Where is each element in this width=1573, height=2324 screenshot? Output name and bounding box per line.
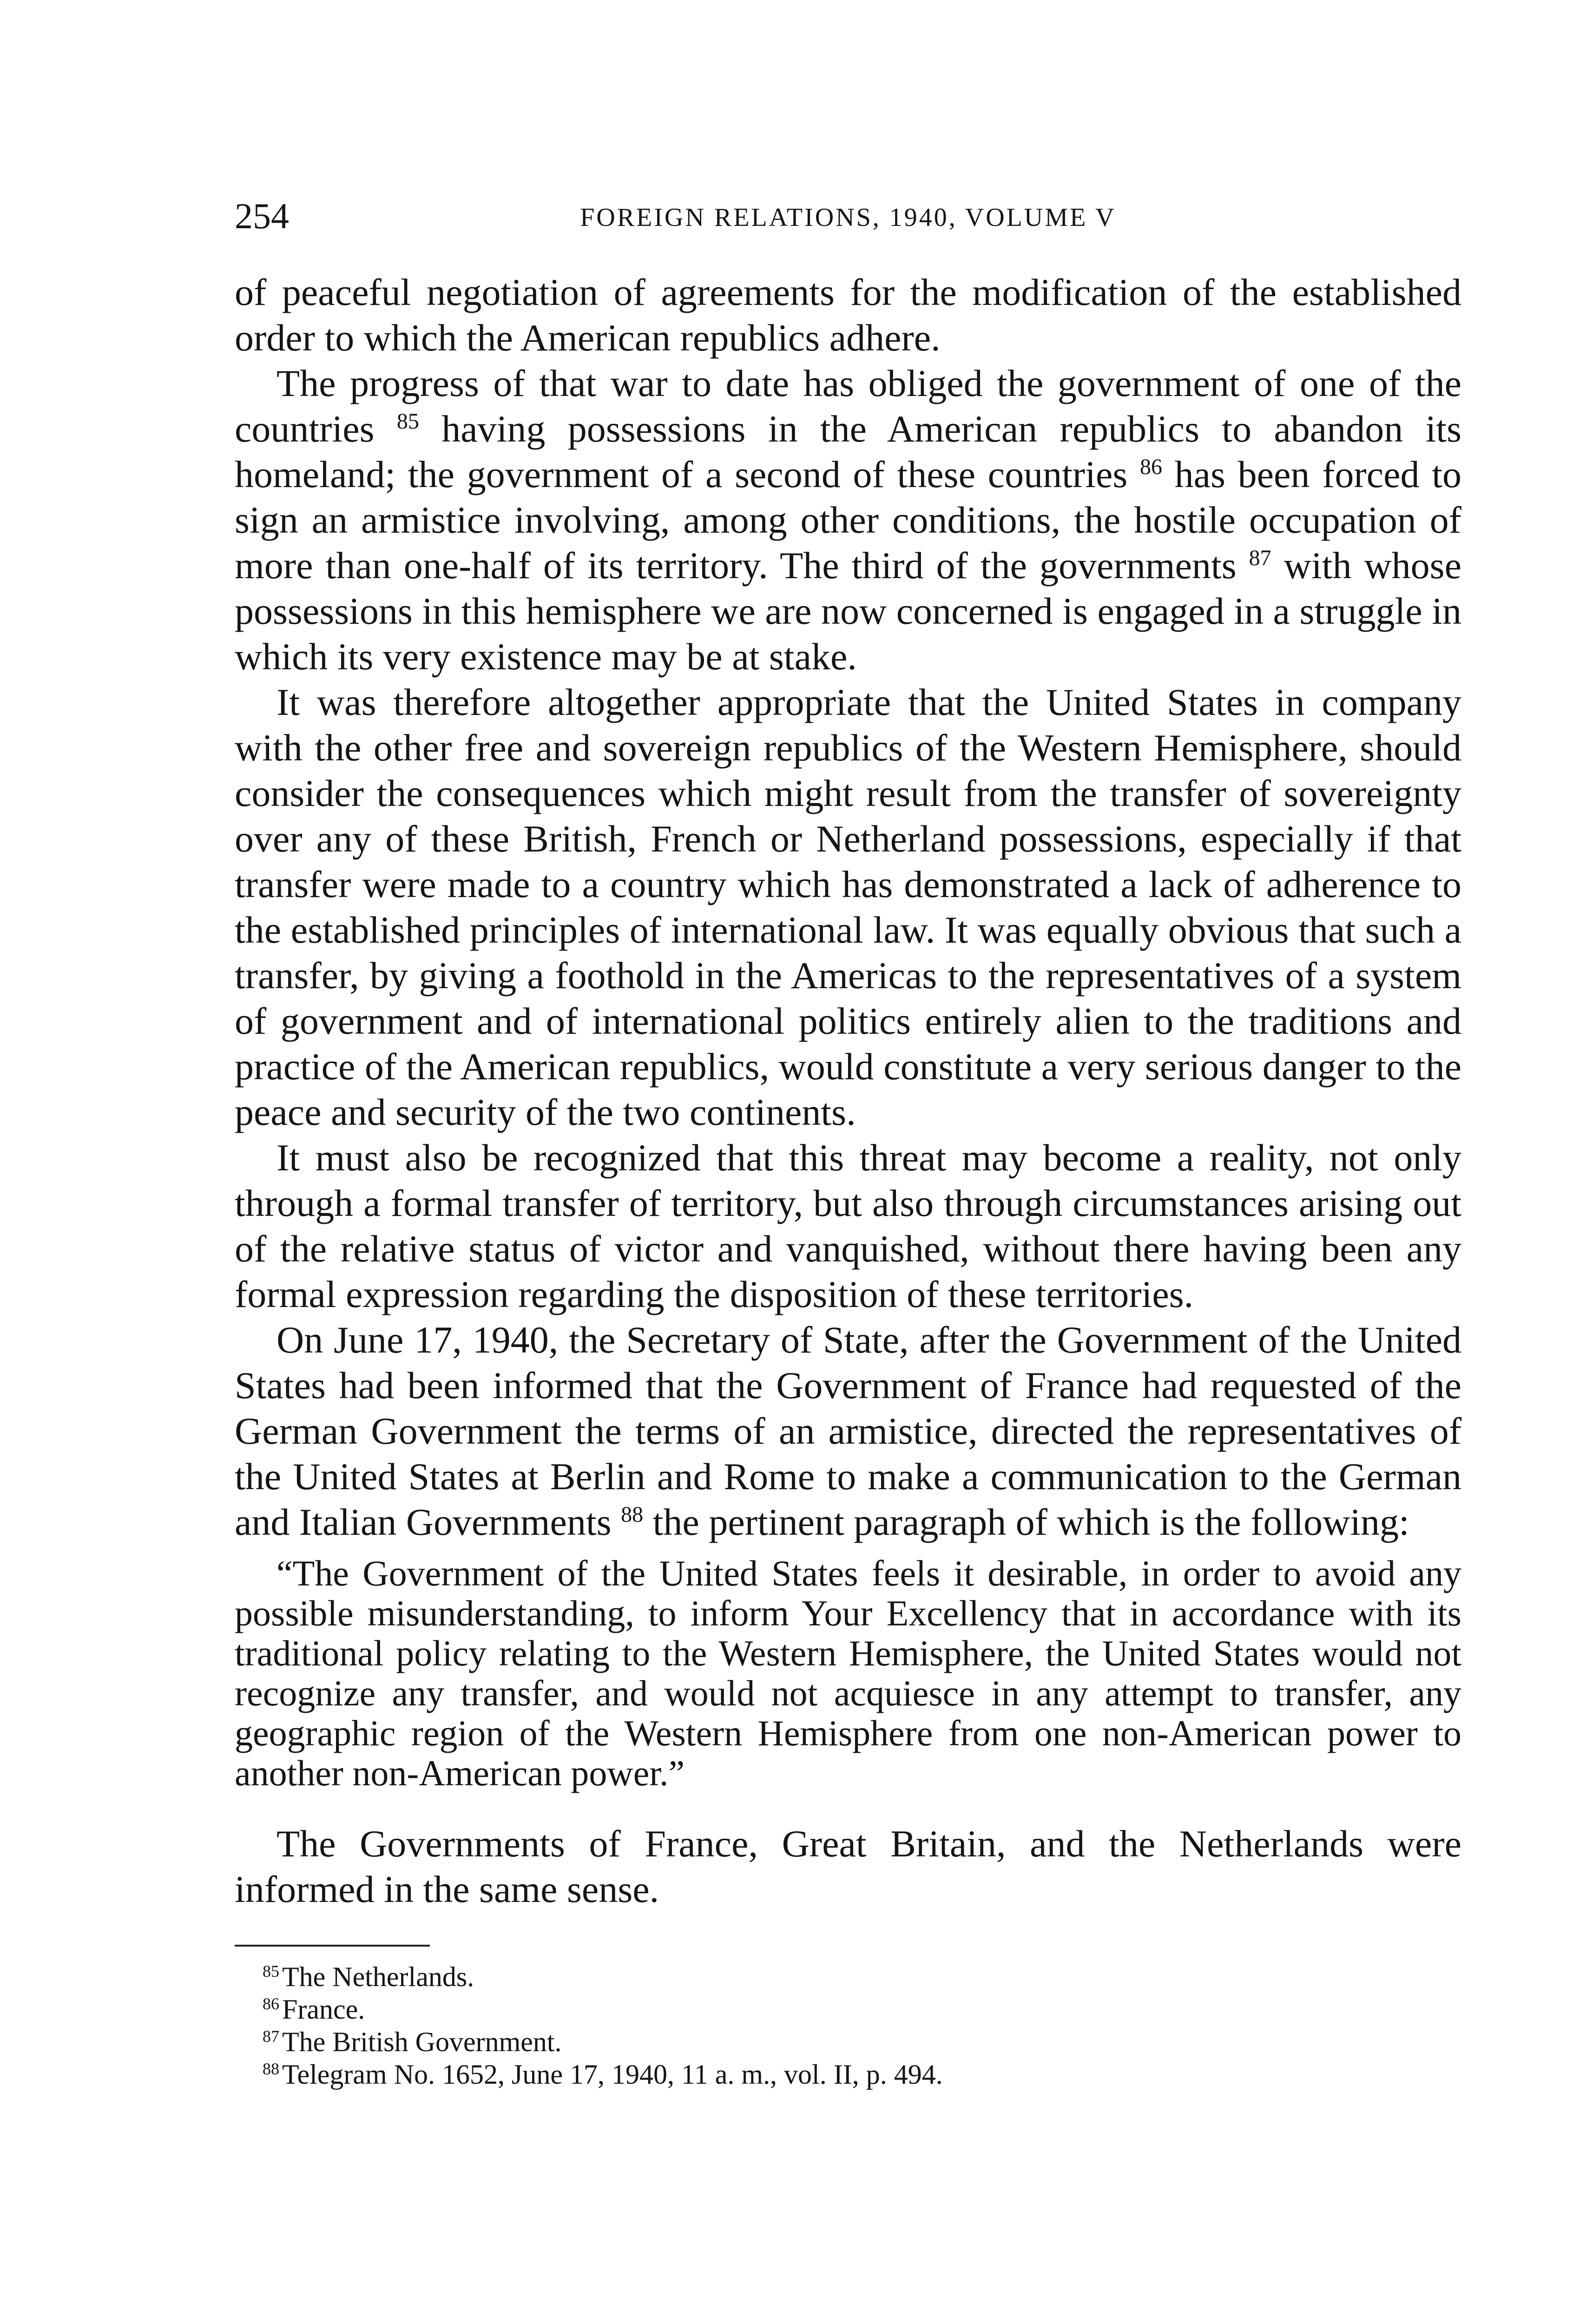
- body-text: [235, 270, 1461, 1545]
- footnote: [263, 1961, 1461, 1993]
- footnote-text: The Netherlands.: [282, 1961, 474, 1992]
- footnote-ref: 86: [1139, 455, 1162, 479]
- footnote: [263, 1993, 1461, 2026]
- footnote-number: 86: [263, 1994, 279, 2013]
- paragraph-text: has been forced to sign an armistice involving, among other conditions, the hostile occupation of more than one-half of its territory. The third of the governments: [235, 453, 1461, 587]
- paragraph-text: The progress of that war to date has obliged the government of one of the countries: [235, 362, 1461, 450]
- paragraph-text: having possessions in the American republics to abandon its homeland; the government of a second of these countries: [235, 408, 1461, 495]
- paragraph-text: with whose possessions in this hemisphere we are now concerned is engaged in a struggle in which its very existence may be at stake.: [235, 544, 1461, 678]
- paragraph-text: of peaceful negotiation of agreements for the modification of the established order to which the American republics adhere.: [235, 271, 1461, 359]
- footnote-number: 85: [263, 1962, 279, 1981]
- paragraph-5: [235, 1317, 1461, 1545]
- footnote-number: 88: [263, 2060, 279, 2078]
- footnote: [263, 2026, 1461, 2058]
- paragraph-2: [235, 361, 1461, 680]
- footnote-ref: 87: [1249, 546, 1271, 570]
- running-title: FOREIGN RELATIONS, 1940, VOLUME V: [580, 203, 1116, 232]
- quote-text: “The Government of the United States feels it desirable, in order to avoid any possible misunderstanding, to inform Your Excellency that in accordance with its traditional policy relating to the Western Hemisphere, the United States would not recognize any transfer, and would not acquiesce in any attempt to transfer, any geographic region of the Western Hemisphere from one non-American power to another non-American power.”: [235, 1553, 1461, 1793]
- footnote-text: The British Government.: [282, 2027, 562, 2057]
- footnote-ref: 85: [396, 409, 419, 434]
- footnotes: [235, 1961, 1461, 2091]
- paragraph-text: It must also be recognized that this threat may become a reality, not only through a formal transfer of territory, but also through circumstances arising out of the relative status of victor and vanquished, without there having been any formal expression regarding the disposition of these territories.: [235, 1136, 1461, 1315]
- footnote-divider: [235, 1945, 430, 1947]
- page-header: [235, 195, 1461, 246]
- closing-section: [235, 1821, 1461, 1912]
- paragraph-1: [235, 270, 1461, 361]
- closing-paragraph: The Governments of France, Great Britain, and the Netherlands were informed in the same sense.: [235, 1822, 1461, 1910]
- document-page: [235, 195, 1461, 2091]
- paragraph-4: [235, 1135, 1461, 1317]
- footnote-text: France.: [282, 1994, 365, 2025]
- page-number: 254: [235, 196, 289, 236]
- paragraph-text: On June 17, 1940, the Secretary of State, after the Government of the United States had been informed that the Government of France had requested of the German Government the terms of an armistice, directed the representatives of the United States at Berlin and Rome to make a communication to the German and Italian Governments: [235, 1319, 1461, 1543]
- footnote: [263, 2058, 1461, 2091]
- paragraph-text: It was therefore altogether appropriate that the United States in company with the other free and sovereign republics of the Western Hemisphere, should consider the consequences which might result from the transfer of sovereignty over any of these British, French or Netherland possessions, especially if that transfer were made to a country which has demonstrated a lack of adherence to the established principles of international law. It was equally obvious that such a transfer, by giving a foothold in the Americas to the representatives of a system of government and of international politics entirely alien to the traditions and practice of the American republics, would constitute a very serious danger to the peace and security of the two continents.: [235, 681, 1461, 1133]
- paragraph-text: the pertinent paragraph of which is the following:: [643, 1501, 1409, 1543]
- footnote-text: Telegram No. 1652, June 17, 1940, 11 a. m., vol. II, p. 494.: [282, 2059, 943, 2090]
- paragraph-3: [235, 680, 1461, 1135]
- footnote-ref: 88: [621, 1502, 644, 1527]
- block-quote: [235, 1553, 1461, 1793]
- footnote-number: 87: [263, 2027, 279, 2046]
